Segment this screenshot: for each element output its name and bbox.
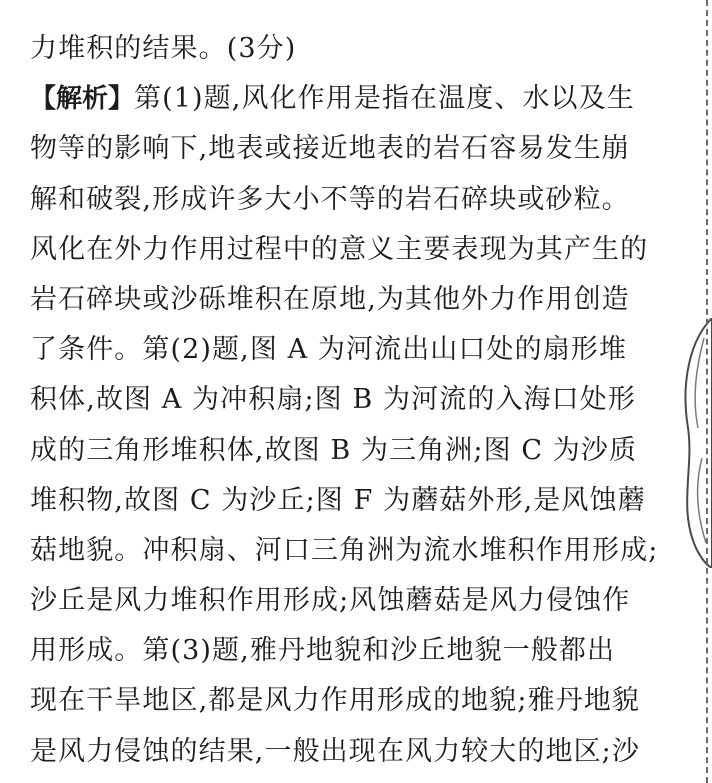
text-line-15: 是风力侵蚀的结果,一般出现在风力较大的地区;沙: [30, 735, 640, 767]
text-line-14: 现在干旱地区,都是风力作用形成的地貌;雅丹地貌: [30, 685, 640, 717]
text-line-13: 用形成。第(3)题,雅丹地貌和沙丘地貌一般都出: [30, 635, 616, 667]
text-line-9: 成的三角形堆积体,故图 B 为三角洲;图 C 为沙质: [30, 434, 638, 466]
text-line-10: 堆积物,故图 C 为沙丘;图 F 为蘑菇外形,是风蚀蘑: [30, 484, 646, 516]
text-line-3: 物等的影响下,地表或接近地表的岩石容易发生崩: [30, 133, 630, 165]
text-line-2: 【解析】第(1)题,风化作用是指在温度、水以及生: [30, 83, 635, 115]
dashed-cut-line: [706, 0, 708, 783]
text-line-7: 了条件。第(2)题,图 A 为河流出山口处的扇形堆: [30, 334, 627, 366]
analysis-tag: 【解析】: [30, 84, 135, 115]
text-line-5: 风化在外力作用过程中的意义主要表现为其产生的: [30, 233, 649, 265]
text-line-8: 积体,故图 A 为冲积扇;图 B 为河流的入海口处形: [30, 384, 636, 416]
answer-explanation-text: [30, 24, 692, 777]
text-line-12: 沙丘是风力堆积作用形成;风蚀蘑菇是风力侵蚀作: [30, 585, 631, 617]
text-line-1: 力堆积的结果。(3分): [30, 33, 297, 64]
text-line-4: 解和破裂,形成许多大小不等的岩石碎块或砂粒。: [30, 183, 630, 215]
text-line-6: 岩石碎块或沙砾堆积在原地,为其他外力作用创造: [30, 283, 630, 315]
text-line-11: 菇地貌。冲积扇、河口三角洲为流水堆积作用形成;: [30, 534, 659, 566]
